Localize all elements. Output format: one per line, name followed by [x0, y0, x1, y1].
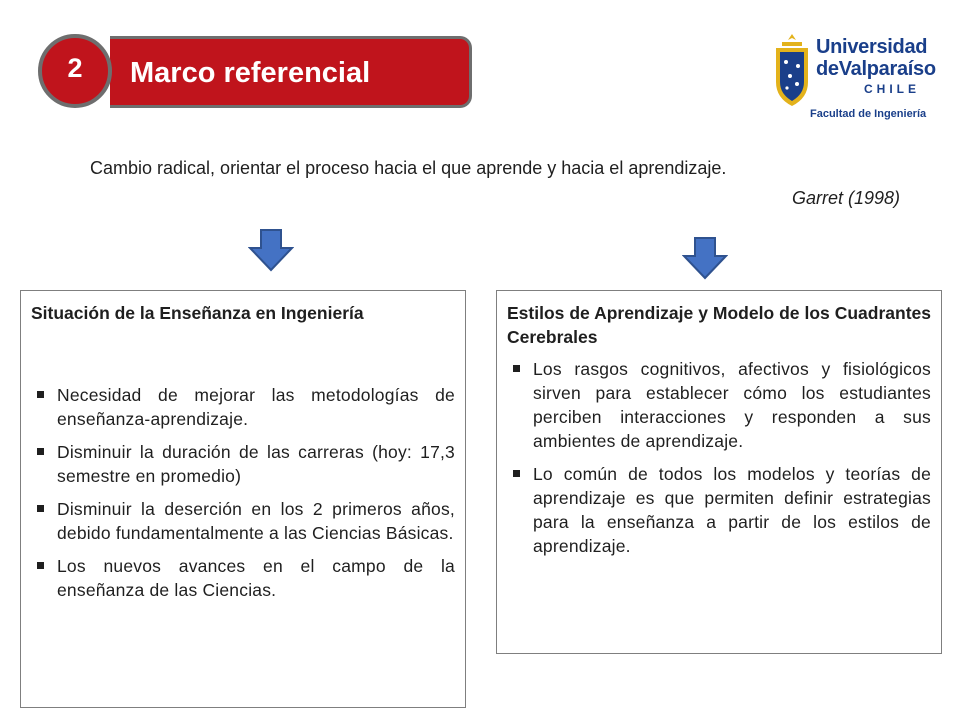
list-item	[31, 554, 455, 602]
section-number-badge: 2	[38, 34, 112, 108]
box-title: Estilos de Aprendizaje y Modelo de los Cuadrantes Cerebrales	[507, 303, 931, 347]
square-bullet-icon	[37, 391, 44, 398]
logo-country-text: CHILE	[864, 82, 920, 96]
list-item-text: Necesidad de mejorar las metodologías de enseñanza-aprendizaje.	[57, 385, 455, 429]
university-logo	[772, 30, 936, 130]
list-item-text: Disminuir la deserción en los 2 primeros años, debido fundamentalmente a las Ciencias Básicas.	[57, 499, 455, 543]
bullet-list	[507, 357, 931, 558]
square-bullet-icon	[37, 562, 44, 569]
engineering-teaching-box	[20, 290, 466, 708]
square-bullet-icon	[37, 448, 44, 455]
list-item-text: Lo común de todos los modelos y teorías de aprendizaje es que permiten definir estrategias para la enseñanza a partir de los estilos de aprendizaje.	[533, 464, 931, 556]
section-title-banner	[110, 36, 472, 108]
list-item	[31, 497, 455, 545]
list-item-text: Disminuir la duración de las carreras (hoy: 17,3 semestre en promedio)	[57, 442, 455, 486]
list-item	[31, 383, 455, 431]
list-item	[31, 440, 455, 488]
learning-styles-box	[496, 290, 942, 654]
list-item-text: Los rasgos cognitivos, afectivos y fisiológicos sirven para establecer cómo los estudiantes perciben interacciones y responden a sus ambientes de aprendizaje.	[533, 359, 931, 451]
logo-valparaiso-text: deValparaíso	[816, 58, 936, 80]
quote-text: Cambio radical, orientar el proceso hacia el que aprende y hacia el aprendizaje.	[90, 158, 727, 178]
box-title: Situación de la Enseñanza en Ingeniería	[31, 303, 364, 323]
list-item	[507, 357, 931, 453]
square-bullet-icon	[513, 365, 520, 372]
list-item-text: Los nuevos avances en el campo de la enseñanza de las Ciencias.	[57, 556, 455, 600]
quote-citation: Garret (1998)	[791, 188, 900, 208]
arrow-down-icon	[248, 228, 294, 272]
logo-university-text: Universidad	[816, 36, 928, 58]
section-title: Marco referencial	[130, 57, 371, 89]
square-bullet-icon	[513, 470, 520, 477]
logo-faculty-text: Facultad de Ingeniería	[810, 108, 927, 120]
bullet-list	[31, 383, 455, 602]
square-bullet-icon	[37, 505, 44, 512]
university-shield-icon	[772, 32, 812, 108]
arrow-down-icon	[682, 236, 728, 280]
list-item	[507, 462, 931, 558]
